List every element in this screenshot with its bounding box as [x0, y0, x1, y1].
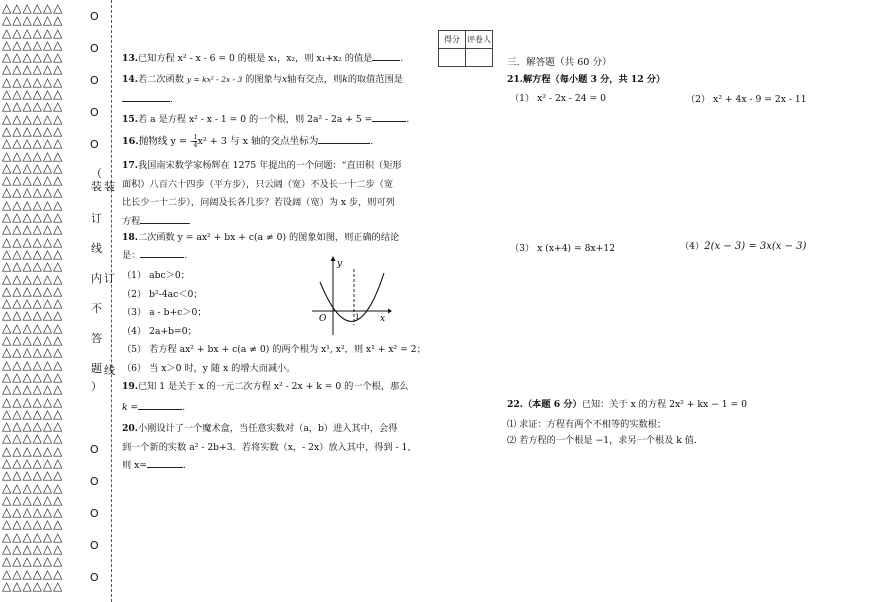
question-21-title: 21.解方程（每小题 3 分，共 12 分）: [507, 74, 666, 85]
y-axis-label: y: [337, 259, 343, 269]
grader-header: 评卷人: [466, 31, 493, 49]
score-table: [438, 30, 493, 67]
answer-blank-19[interactable]: [138, 409, 182, 410]
binding-circle: O: [90, 74, 99, 87]
seal-char: ）: [91, 380, 102, 393]
question-21-part1: （1） x² - 2x - 24 = 0: [510, 93, 606, 104]
question-19-line2: k = .: [122, 402, 186, 413]
seal-char: （: [91, 167, 102, 180]
origin-label: O: [319, 314, 327, 324]
seal-char: 订: [91, 212, 102, 225]
grader-cell[interactable]: [466, 49, 493, 67]
binding-circle: O: [90, 571, 99, 584]
answer-blank-17[interactable]: [140, 223, 190, 224]
parabola-graph: [312, 255, 392, 335]
binding-circle: O: [90, 138, 99, 151]
answer-blank-13[interactable]: [372, 60, 400, 61]
binding-circle: O: [90, 10, 99, 23]
answer-blank-20[interactable]: [147, 467, 183, 468]
question-15: 15.若 a 是方程 x² - x - 1 = 0 的一个根，则 2a² - 2a + 5 = .: [122, 114, 410, 125]
answer-blank-14[interactable]: [122, 101, 170, 102]
seal-char: 不: [91, 302, 102, 315]
question-22-title: 22.（本题 6 分）已知：关于 x 的方程 2x² + kx − 1 = 0: [507, 399, 747, 410]
x-axis-label: x: [380, 314, 386, 324]
answer-blank-18[interactable]: [140, 257, 184, 258]
question-20: 20.小刚设计了一个魔术盒，当任意实数对（a，b）进入其中，会得 到一个新的实数 a² - 2b+3．若将实数（x，- 2x）放入其中，得到 - 1， 则 x= .: [122, 423, 417, 472]
binding-circle: O: [90, 42, 99, 55]
tick-label: 1: [355, 313, 360, 321]
seal-char: 订: [104, 272, 115, 285]
question-21-part4: （4）2(x − 3) = 3x(x − 3): [680, 241, 807, 252]
question-17: 17.我国南宋数学家杨辉在 1275 年提出的一个问题：“直田积（矩形 面积）八百六十四步（平方步），只云阔（宽）不及长一十二步（宽 比长少一十二步），问阔及长各几步？若设阔（宽）为 x 步，则可列 方程: [122, 160, 402, 227]
binding-circle: O: [90, 443, 99, 456]
section-title: 三．解答题（共 60 分）: [507, 57, 612, 68]
binding-circle: O: [90, 507, 99, 520]
question-18-line2: 是： .: [122, 250, 188, 261]
answer-blank-15[interactable]: [372, 121, 406, 122]
x-axis-arrow: [388, 309, 392, 314]
seal-char: 内: [91, 272, 102, 285]
seal-char: 装: [91, 180, 102, 193]
question-18-items: （1） abc＞0； （2） b²-4ac＜0； （3） a - b+c＞0； （4） 2a+b=0； （5） 若方程 ax² + bx + c(a ≠ 0) 的两个根为 x¹, x²，则 x¹ + x² = 2； （6） 当 x＞0 时，y 随 x 的增大而减小。: [122, 270, 426, 374]
question-14-blank: .: [122, 94, 173, 106]
question-18: 18.二次函数 y = ax² + bx + c(a ≠ 0) 的图象如图，则正确的结论: [122, 232, 400, 243]
seal-char: 线: [91, 242, 102, 255]
parabola-curve: [320, 273, 384, 321]
binding-triangles: △△△△△△ △△△△△△ △△△△△△ △△△△△△ △△△△△△ △△△△△△ △△△△△△ △△△△△△ △△△△△△ △△△△△△ △△△△△△ △△△△△△ △△△△△△ △△△△△△ △△△△△△ △△△△△△ △△△△△△ △△△△△△ △△△△△△ △△△△△△ △△△△△△ △△△△△△ △△△△△△ △△△△△△ △△△△△△ △△△△△△ △△△△△△ △△△△△△ △△△△△△ △△△△△△ △△△△△△ △△△△△△ △△△△△△ △△△△△△ △△△△△△ △△△△△△ △△△△△△ △△△△△△ △△△△△△ △△△△△△ △△△△△△ △△△△△△ △△△△△△ △△△△△△ △△△△△△ △△△△△△ △△△△△△ △△△△△△: [2, 1, 64, 593]
binding-circle: O: [90, 539, 99, 552]
question-22-subquestions: ⑴ 求证：方程有两个不相等的实数根； ⑵ 若方程的一个根是 −1，求另一个根及 k 值.: [507, 419, 697, 446]
question-21-part2: （2） x² + 4x - 9 = 2x - 11: [686, 94, 807, 105]
score-cell[interactable]: [439, 49, 466, 67]
binding-dashed-line: [111, 0, 112, 602]
seal-char: 装: [104, 180, 115, 193]
answer-blank-16[interactable]: [318, 143, 370, 144]
seal-char: 答: [91, 332, 102, 345]
y-axis-arrow: [331, 256, 336, 261]
question-21-part3: （3） x (x+4) = 8x+12: [510, 243, 616, 254]
score-header: 得分: [439, 31, 466, 49]
binding-circle: O: [90, 475, 99, 488]
binding-circle: O: [90, 106, 99, 119]
seal-char: 线: [104, 364, 115, 377]
seal-char: 题: [91, 362, 102, 375]
question-16: 16.抛物线 y = - $\frac{1}{4}$ x² + 3 与 x 轴的交点坐标为 .: [122, 133, 374, 149]
question-19: 19.已知 1 是关于 x 的一元二次方程 x² - 2x + k = 0 的一个根，那么: [122, 381, 409, 392]
question-14: 14.若二次函数 y = kx² - 2x - 3 的图象与x轴有交点，则k的取值范围是: [122, 74, 403, 85]
question-13: 13.已知方程 x² - x - 6 = 0 的根是 x₁，x₂，则 x₁+x₂ 的值是 .: [122, 53, 404, 64]
